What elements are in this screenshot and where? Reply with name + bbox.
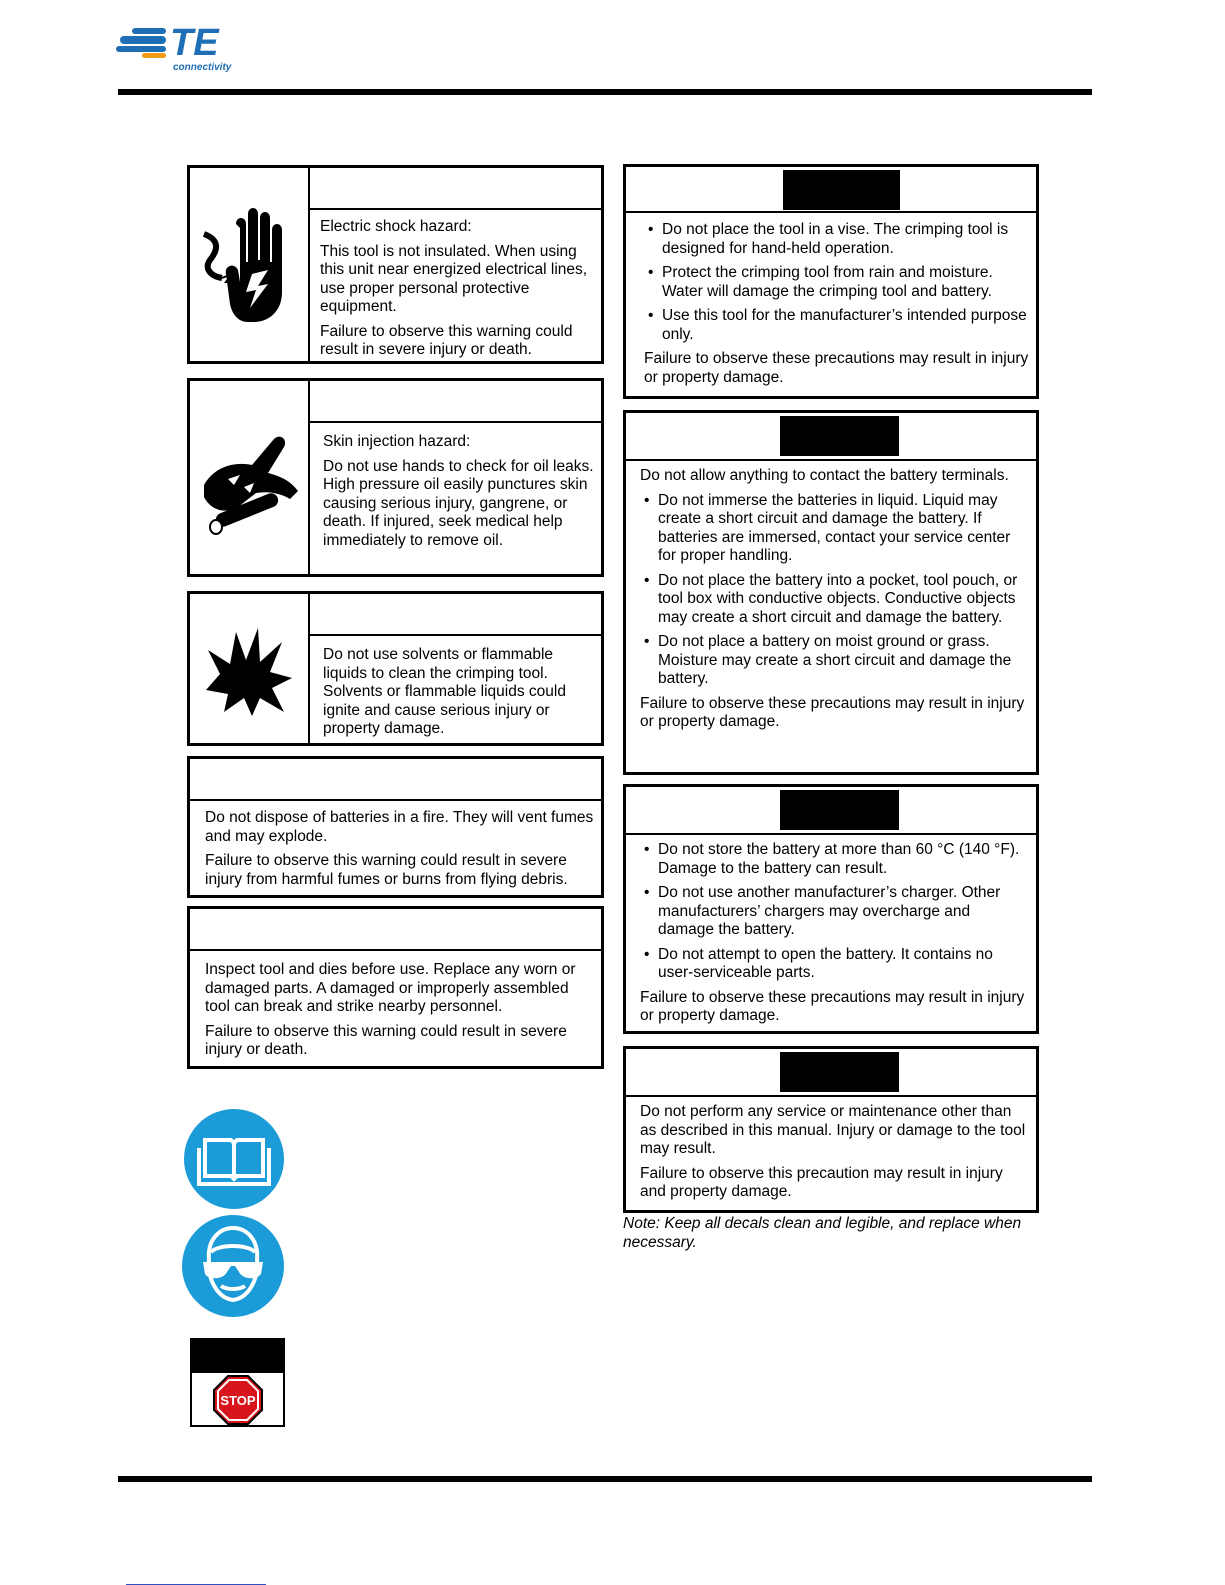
electric-shock-warning-panel — [187, 165, 604, 364]
battery-terminals-bullet-list — [640, 492, 1030, 689]
inspect-body: Inspect tool and dies before use. Replace any worn or damaged parts. A damaged or improperly assembled tool can break and strike nearby personnel. — [205, 961, 576, 1015]
stop-symbol — [190, 1338, 285, 1427]
read-manual-icon — [183, 1108, 285, 1210]
battery-terminals-consequence: Failure to observe these precautions may result in injury or property damage. — [640, 694, 1025, 730]
battery-storage-consequence: Failure to observe these precautions may result in injury or property damage. — [640, 988, 1025, 1024]
stop-sign-icon — [212, 1374, 264, 1426]
header-rule — [118, 89, 1092, 95]
electric-shock-title: Electric shock hazard: — [320, 218, 472, 235]
safety-eyewear-symbol — [181, 1214, 285, 1318]
battery-terminals-bullet-item: • Do not place a battery on moist ground or grass. Moisture may create a short circuit and damage the battery. — [658, 633, 1030, 689]
battery-terminals-bullet-item: • Do not immerse the batteries in liquid. Liquid may create a short circuit and damage the battery. If batteries are immersed, contact your service center for proper handling. — [658, 492, 1030, 566]
skin-injection-headline-bar — [308, 381, 601, 423]
read-manual-symbol — [183, 1108, 285, 1210]
battery-storage-bullet-item: • Do not use another manufacturer’s charger. Other manufacturers’ chargers may overcharge and damage the battery. — [658, 884, 1030, 940]
battery-terminals-signal-word-box — [780, 416, 899, 456]
service-body: Do not perform any service or maintenance other than as described in this manual. Injury or damage to the tool may result. — [640, 1103, 1026, 1157]
electric-shock-icon-cell — [190, 168, 310, 361]
skin-injection-icon — [194, 427, 304, 537]
vise-consequence: Failure to observe these precautions may result in injury or property damage. — [644, 350, 1029, 386]
electric-shock-headline-bar — [308, 168, 601, 210]
inspect-headline-bar — [190, 909, 601, 951]
battery-storage-bullet-list — [640, 841, 1030, 983]
te-logo — [116, 22, 246, 74]
skin-injection-icon-cell — [190, 381, 310, 574]
battery-storage-bullet-item: • Do not attempt to open the battery. It contains no user-serviceable parts. — [658, 946, 1030, 983]
flammable-body: Do not use solvents or flammable liquids to clean the crimping tool. Solvents or flammable liquids could ignite and cause serious injury or property damage. — [323, 646, 566, 737]
battery-fire-body: Do not dispose of batteries in a fire. They will vent fumes and may explode. — [205, 809, 594, 845]
vise-caution-panel — [623, 164, 1039, 399]
flammable-headline-bar — [308, 594, 601, 636]
safety-glasses-icon — [181, 1214, 285, 1318]
vise-bullet-item: • Protect the crimping tool from rain and moisture. Water will damage the crimping tool and battery. — [662, 264, 1029, 301]
battery-storage-signal-word-box — [780, 790, 899, 830]
te-logo-tagline: connectivity — [173, 62, 232, 73]
decal-note: Note: Keep all decals clean and legible, and replace when necessary. — [623, 1215, 1022, 1251]
battery-fire-headline-bar — [190, 759, 601, 801]
battery-terminals-intro: Do not allow anything to contact the battery terminals. — [640, 467, 1009, 484]
electric-shock-hand-icon — [196, 204, 306, 324]
te-logo-brand: TE — [170, 22, 219, 64]
service-signal-word-box — [780, 1052, 899, 1092]
explosion-icon-cell — [190, 594, 310, 743]
inspect-tool-warning-panel — [187, 906, 604, 1069]
explosion-icon — [198, 620, 298, 720]
battery-terminals-caution-panel — [623, 410, 1039, 775]
skin-injection-warning-panel — [187, 378, 604, 577]
vise-signal-word-box — [783, 170, 900, 210]
inspect-consequence: Failure to observe this warning could result in severe injury or death. — [205, 1022, 567, 1058]
stop-sign-label: STOP — [220, 1393, 256, 1408]
battery-fire-consequence: Failure to observe this warning could result in severe injury from harmful fumes or burns from flying debris. — [205, 852, 568, 888]
flammable-warning-panel — [187, 591, 604, 746]
battery-fire-warning-panel — [187, 756, 604, 898]
skin-injection-body: Do not use hands to check for oil leaks. High pressure oil easily punctures skin causing serious injury, gangrene, or death. If injured, seek medical help immediately to remove oil. — [323, 457, 594, 549]
vise-bullet-item: • Use this tool for the manufacturer’s intended purpose only. — [662, 307, 1029, 344]
stop-symbol-header-bar — [192, 1340, 283, 1373]
battery-terminals-bullet-item: • Do not place the battery into a pocket, tool pouch, or tool box with conductive objects. Conductive objects may create a short circuit and damage the battery. — [658, 572, 1030, 628]
te-logo-mark — [116, 22, 246, 74]
footer-rule — [118, 1476, 1092, 1482]
battery-storage-bullet-item: • Do not store the battery at more than 60 °C (140 °F). Damage to the battery can result. — [658, 841, 1030, 878]
service-consequence: Failure to observe this precaution may result in injury and property damage. — [640, 1164, 1003, 1200]
skin-injection-title: Skin injection hazard: — [323, 433, 471, 450]
vise-bullet-item: • Do not place the tool in a vise. The crimping tool is designed for hand-held operation. — [662, 221, 1029, 258]
battery-storage-caution-panel — [623, 784, 1039, 1034]
electric-shock-body: This tool is not insulated. When using this unit near energized electrical lines, use proper personal protective equipment. — [320, 242, 588, 315]
vise-bullet-list — [644, 221, 1029, 344]
service-caution-panel — [623, 1046, 1039, 1213]
electric-shock-consequence: Failure to observe this warning could result in severe injury or death. — [320, 322, 573, 358]
